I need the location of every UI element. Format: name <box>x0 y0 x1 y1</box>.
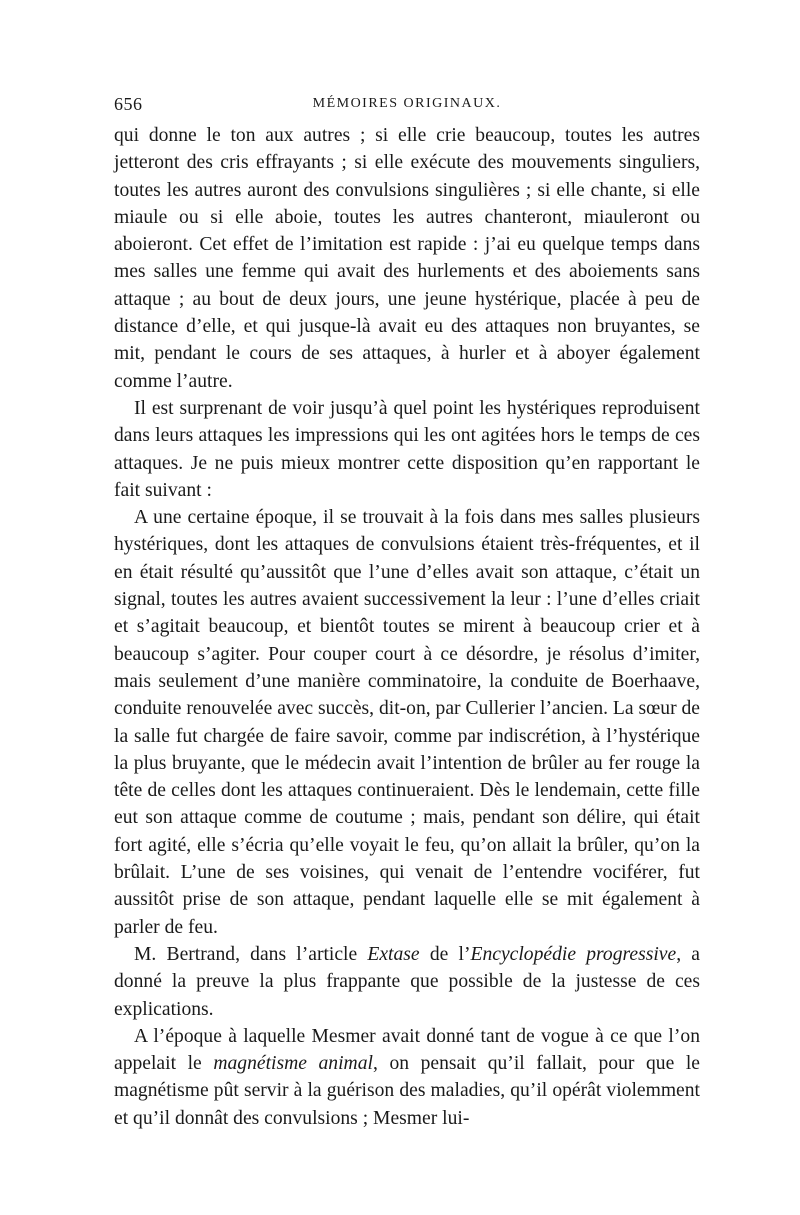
paragraph-1: qui donne le ton aux autres ; si elle crie beaucoup, toutes les autres jetteront des cris effrayants ; si elle exécute des mouvements singuliers, toutes les autres auront des convulsions singulières ; si elle chante, si elle miaule ou si elle aboie, toutes les autres chanteront, miauleront ou aboieront. Cet effet de l’imitation est rapide : j’ai eu quelque temps dans mes salles une femme qui avait des hurlements et des aboiements sans attaque ; au bout de deux jours, une jeune hystérique, placée à peu de distance d’elle, et qui jusque-là avait eu des attaques non bruyantes, se mit, pendant le cours de ses attaques, à hurler et à aboyer également comme l’autre. <box>114 125 700 392</box>
paragraph-5-text-b: , on pensait qu’il fallait, pour que le magnétisme pût servir à la guérison des maladies, qu’il opérât violemment et qu’il donnât des convulsions ; Mesmer lui- <box>114 1053 700 1129</box>
italic-encyclopedie: Encyclopédie progressive <box>470 943 677 965</box>
paragraph-5-text-a: A l’époque à laquelle Mesmer avait donné tant de vogue à ce que l’on appelait le <box>114 1025 700 1075</box>
italic-magnetisme: magnétisme animal <box>213 1053 373 1075</box>
body-text <box>114 122 700 1132</box>
page-number: 656 <box>114 94 143 114</box>
paragraph-3: A une certaine époque, il se trouvait à la fois dans mes salles plusieurs hystériques, dont les attaques de convulsions étaient très-fréquentes, et il en était résulté qu’aussitôt que l’une d’elles avait son attaque, c’était un signal, toutes les autres avaient successivement la leur : l’une d’elles criait et s’agitait beaucoup, et bientôt toutes se mirent à beaucoup crier et à beaucoup s’agiter. Pour couper court à ce désordre, je résolus d’imiter, mais seulement d’une manière comminatoire, la conduite de Boerhaave, conduite renouvelée avec succès, dit-on, par Cullerier l’ancien. La sœur de la salle fut chargée de faire savoir, comme par indiscrétion, à l’hystérique la plus bruyante, que le médecin avait l’intention de brûler au fer rouge la tête de celles dont les attaques continueraient. Dès le lendemain, cette fille eut son attaque comme de coutume ; mais, pendant son délire, qui était fort agité, elle s’écria qu’elle voyait le feu, qu’on allait la brûler, qu’on la brûlait. L’une de ses voisines, qui venait de l’entendre vociférer, fut aussitôt prise de son attaque, pendant laquelle elle se mit également à parler de feu. <box>114 507 700 938</box>
book-page <box>114 92 700 1132</box>
paragraph-4-text-c: , a donné la preuve la plus frappante que possible de la justesse de ces explications. <box>114 943 700 1020</box>
running-head: MÉMOIRES ORIGINAUX. <box>312 96 502 111</box>
paragraph-4 <box>114 941 700 1023</box>
paragraph-4-text-a: M. Bertrand, dans l’article <box>134 943 368 965</box>
paragraph-2: Il est surprenant de voir jusqu’à quel point les hystériques reproduisent dans leurs attaques les impressions qui les ont agitées hors le temps de ces attaques. Je ne puis mieux montrer cette disposition qu’en rapportant le fait suivant : <box>114 397 700 501</box>
paragraph-5 <box>114 1023 700 1132</box>
page-header <box>114 92 700 122</box>
italic-extase: Extase <box>367 943 420 965</box>
paragraph-4-text-b: de l’ <box>419 943 471 965</box>
